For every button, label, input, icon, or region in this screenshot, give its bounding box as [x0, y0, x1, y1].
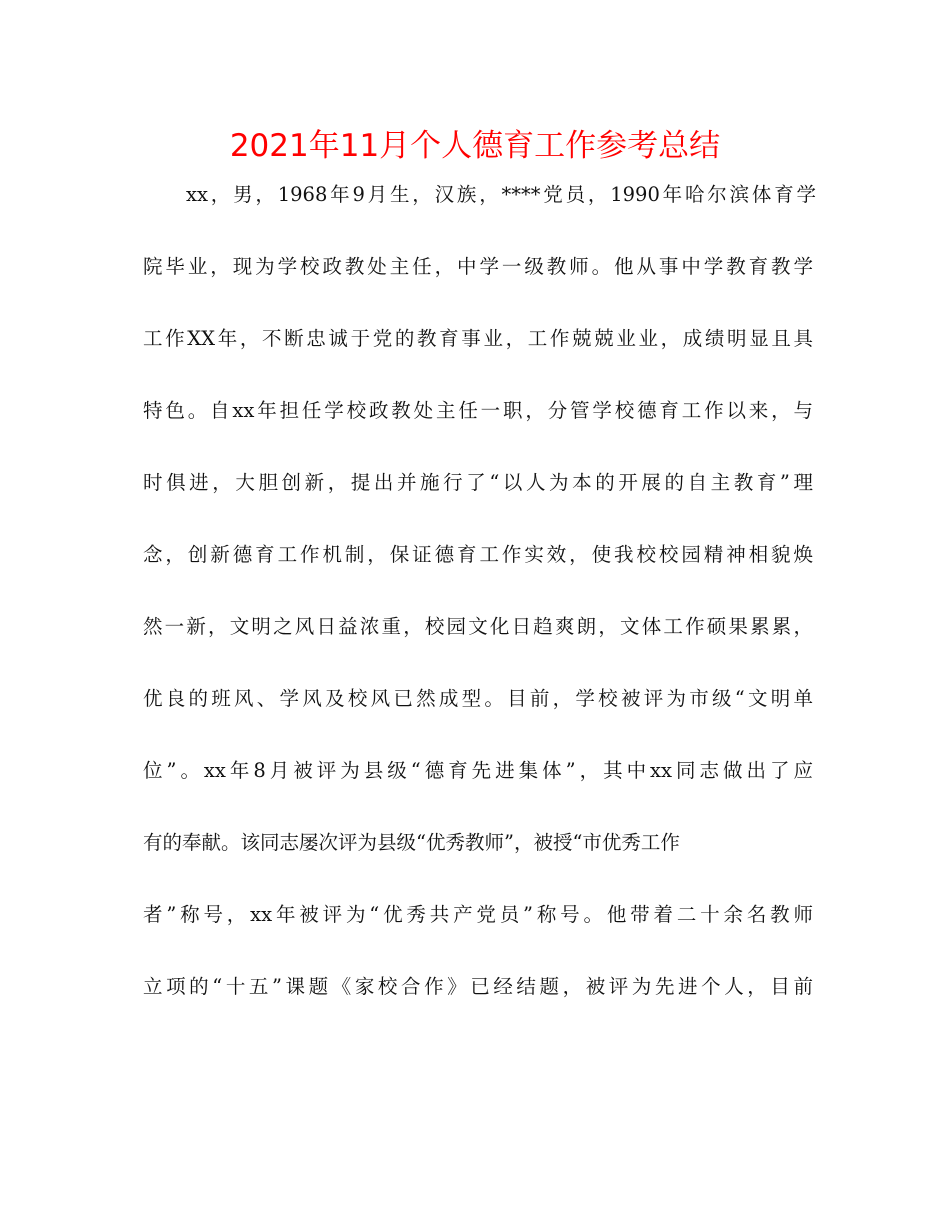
- document-title: 2021年11月个人德育工作参考总结: [229, 128, 721, 164]
- body-line-4: 特色。自xx年担任学校政教处主任一职，分管学校德育工作以来，与: [143, 399, 813, 422]
- body-line-9: 位”。xx年8月被评为县级“德育先进集体”，其中xx同志做出了应: [143, 759, 813, 782]
- body-line-7: 然一新，文明之风日益浓重，校园文化日趋爽朗，文体工作硕果累累，: [143, 615, 813, 638]
- body-line-12: 立项的“十五”课题《家校合作》已经结题，被评为先进个人，目前: [143, 975, 813, 998]
- body-line-3: 工作XX年，不断忠诚于党的教育事业，工作兢兢业业，成绩明显且具: [143, 327, 813, 350]
- body-line-10: 有的奉献。该同志屡次评为县级“优秀教师”，被授“市优秀工作: [143, 831, 680, 854]
- body-line-6: 念，创新德育工作机制，保证德育工作实效，使我校校园精神相貌焕: [143, 543, 813, 566]
- body-line-2: 院毕业，现为学校政教处主任，中学一级教师。他从事中学教育教学: [143, 255, 813, 278]
- body-line-11: 者”称号，xx年被评为“优秀共产党员”称号。他带着二十余名教师: [143, 903, 813, 926]
- body-line-5: 时俱进，大胆创新，提出并施行了“以人为本的开展的自主教育”理: [143, 471, 813, 494]
- body-line-1: xx，男，1968年9月生，汉族，****党员，1990年哈尔滨体育学: [186, 183, 816, 206]
- body-line-8: 优良的班风、学风及校风已然成型。目前，学校被评为市级“文明单: [143, 687, 813, 710]
